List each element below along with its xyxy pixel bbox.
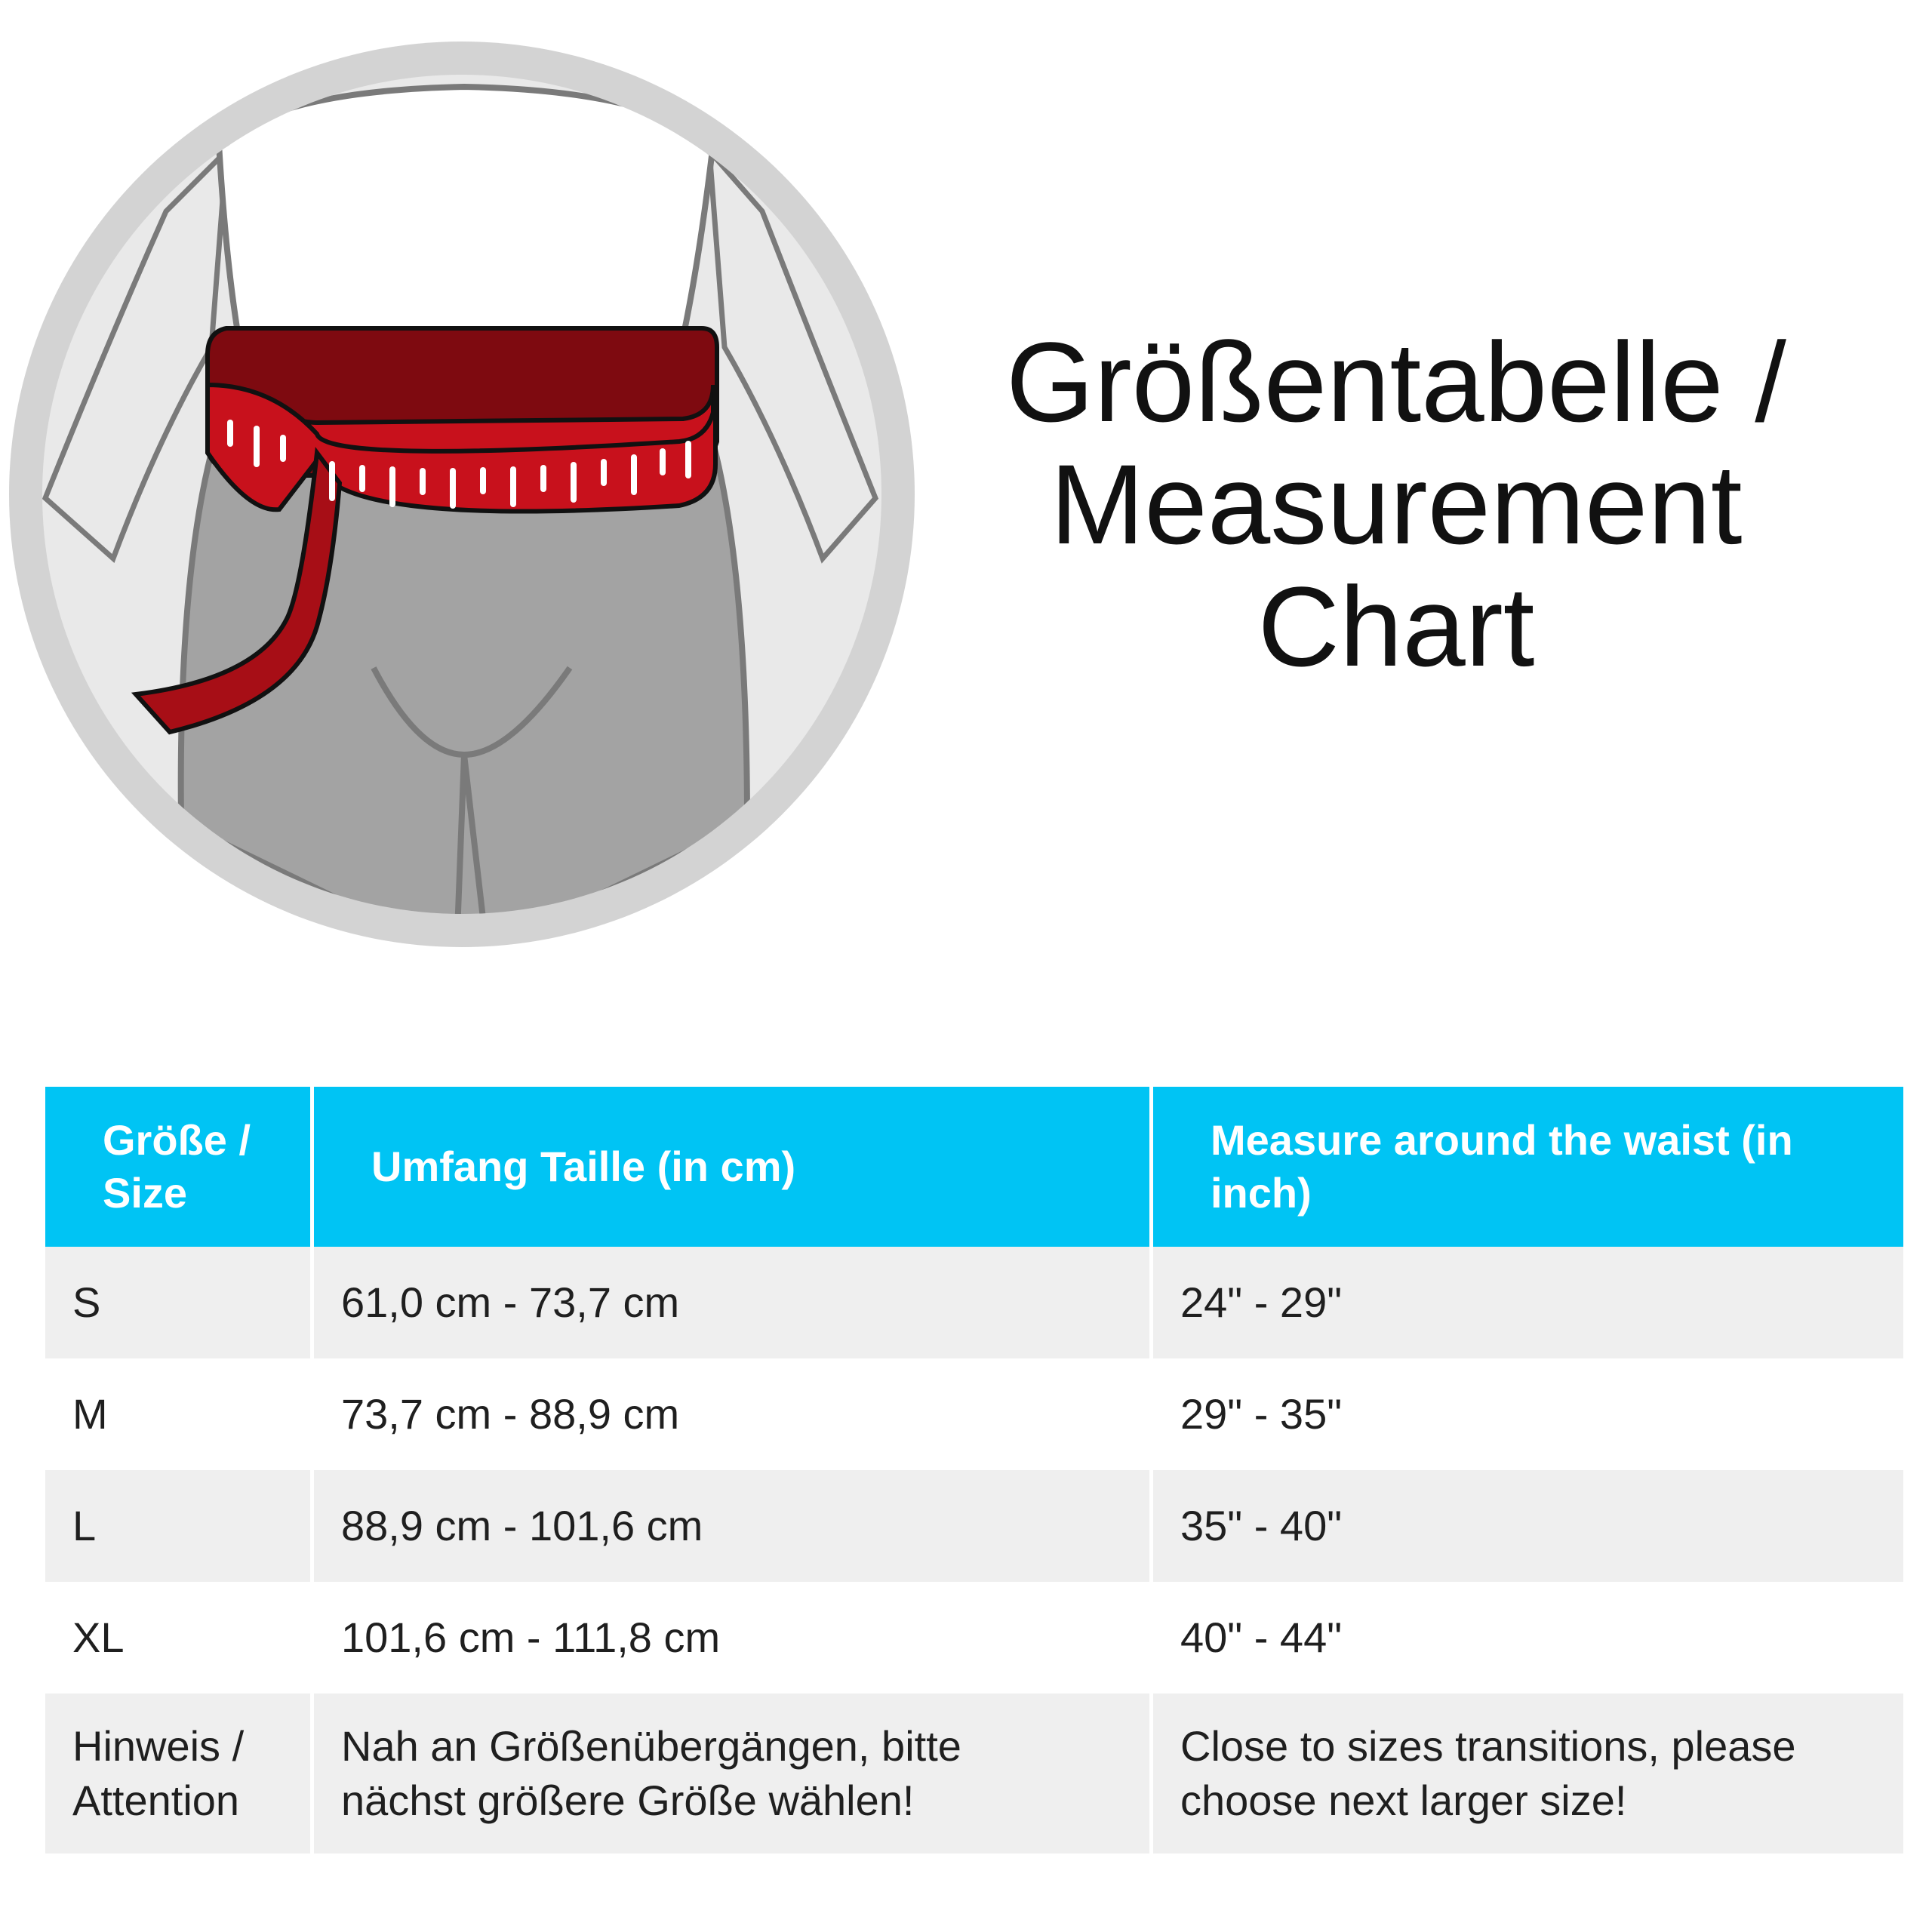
header-cm: Umfang Taille (in cm) <box>314 1087 1153 1247</box>
table-row <box>45 1582 1903 1694</box>
note-row <box>45 1694 1903 1854</box>
header-size: Größe / Size <box>45 1087 314 1247</box>
inch-cell: 29" - 35" <box>1153 1358 1903 1470</box>
title-line-2: Measurement <box>1050 441 1743 568</box>
size-cell: M <box>45 1358 314 1470</box>
cm-cell: 61,0 cm - 73,7 cm <box>314 1247 1153 1358</box>
torso <box>219 87 713 355</box>
size-table <box>45 1087 1903 1854</box>
note-label: Hinweis / Attention <box>45 1694 314 1854</box>
inch-cell: 24" - 29" <box>1153 1247 1903 1358</box>
cm-cell: 101,6 cm - 111,8 cm <box>314 1582 1153 1694</box>
cm-cell: 73,7 cm - 88,9 cm <box>314 1358 1153 1470</box>
cm-cell: 88,9 cm - 101,6 cm <box>314 1470 1153 1582</box>
waist-measurement-illustration <box>0 30 928 958</box>
table-row <box>45 1470 1903 1582</box>
note-de: Nah an Größenübergängen, bitte nächst größere Größe wählen! <box>314 1694 1153 1854</box>
size-cell: L <box>45 1470 314 1582</box>
chart-title <box>974 318 1819 690</box>
inch-cell: 40" - 44" <box>1153 1582 1903 1694</box>
table-row <box>45 1247 1903 1358</box>
header-inch: Measure around the waist (in inch) <box>1153 1087 1903 1247</box>
size-cell: S <box>45 1247 314 1358</box>
inch-cell: 35" - 40" <box>1153 1470 1903 1582</box>
title-line-1: Größentabelle / <box>1006 318 1786 445</box>
table-header-row <box>45 1087 1903 1247</box>
note-en: Close to sizes transitions, please choose next larger size! <box>1153 1694 1903 1854</box>
table-row <box>45 1358 1903 1470</box>
title-line-3: Chart <box>1257 563 1535 690</box>
size-cell: XL <box>45 1582 314 1694</box>
